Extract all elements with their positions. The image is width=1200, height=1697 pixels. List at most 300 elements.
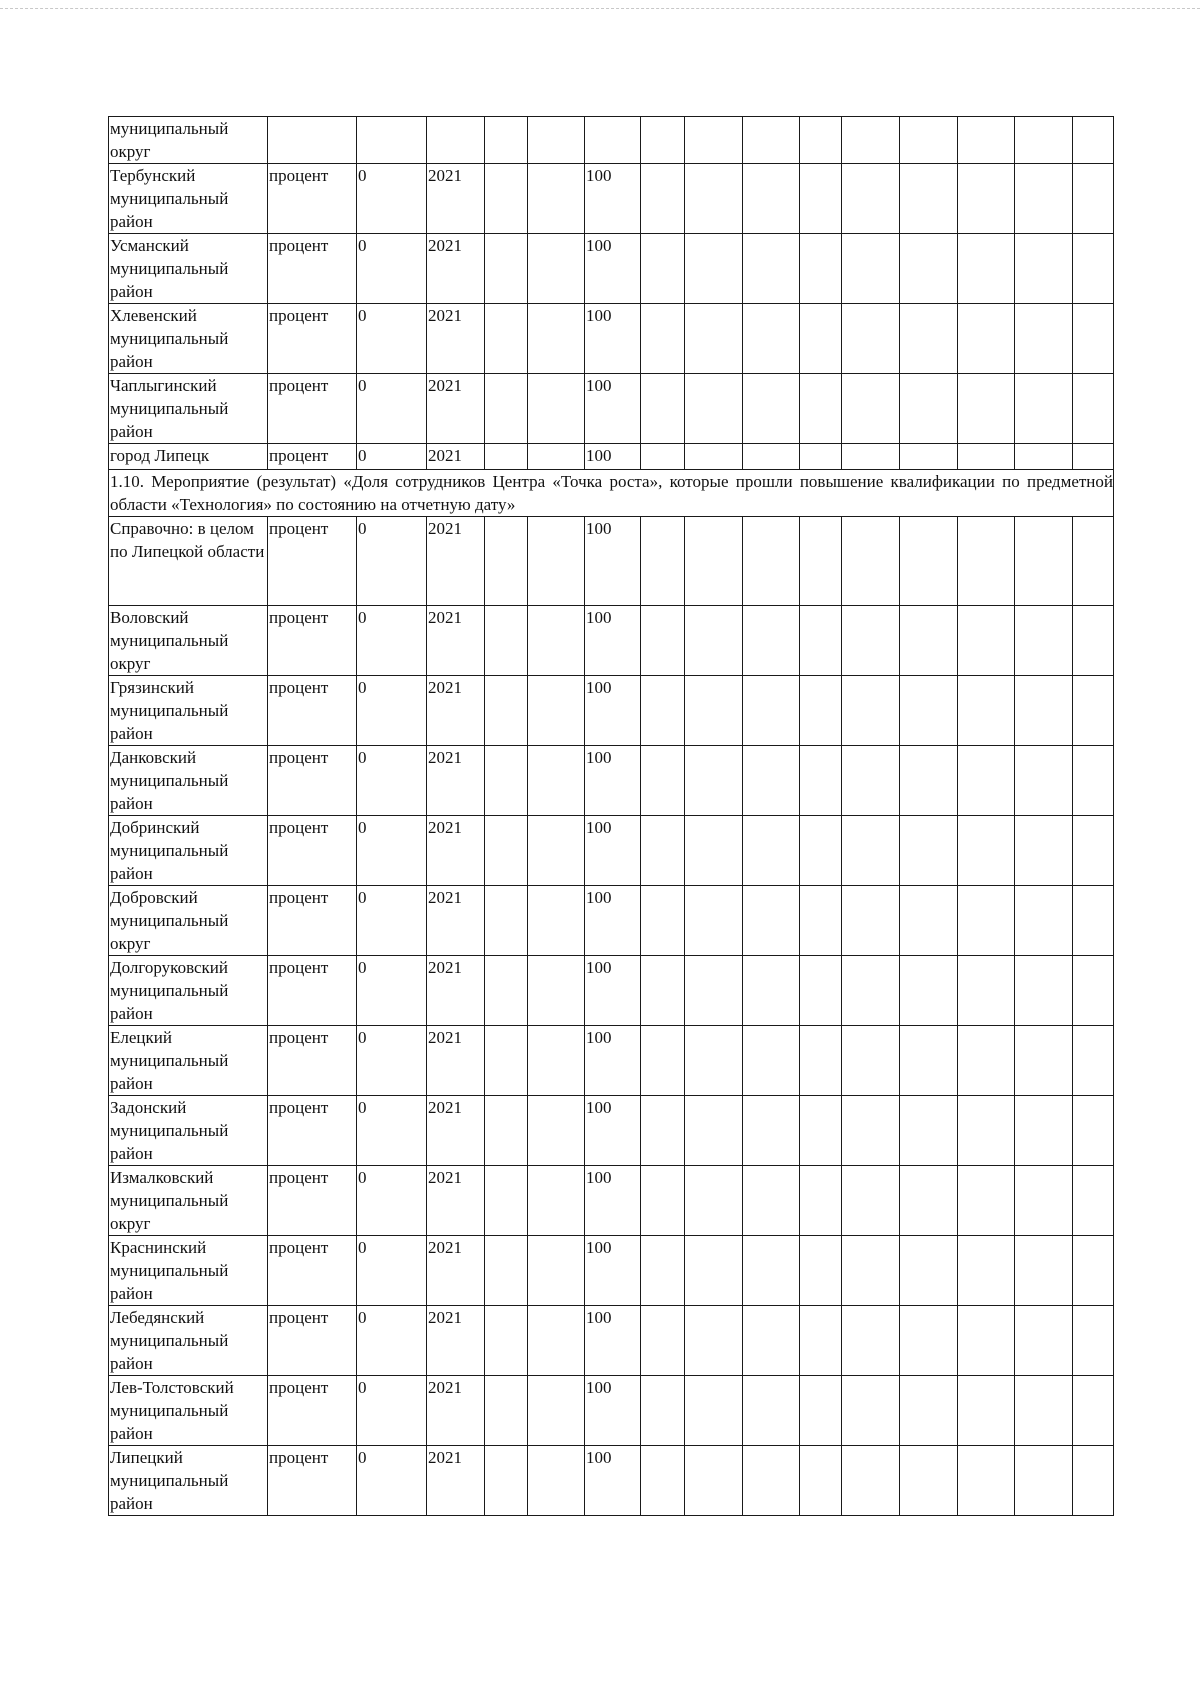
empty-cell <box>958 1236 1015 1306</box>
empty-cell <box>685 374 743 444</box>
empty-cell <box>1073 1236 1114 1306</box>
base-value-cell: 0 <box>357 374 427 444</box>
empty-cell <box>485 816 528 886</box>
row-name-cell: Задонский муниципальный район <box>109 1096 268 1166</box>
base-value-cell: 0 <box>357 517 427 606</box>
empty-cell <box>641 517 685 606</box>
empty-cell <box>900 444 958 470</box>
base-year-cell: 2021 <box>427 676 485 746</box>
empty-cell <box>743 1446 800 1516</box>
empty-cell <box>641 676 685 746</box>
empty-cell <box>842 117 900 164</box>
empty-cell <box>1073 517 1114 606</box>
empty-cell <box>528 1446 585 1516</box>
target-value-cell: 100 <box>585 1306 641 1376</box>
empty-cell <box>485 1446 528 1516</box>
empty-cell <box>958 517 1015 606</box>
empty-cell <box>800 1236 842 1306</box>
empty-cell <box>685 676 743 746</box>
empty-cell <box>641 1026 685 1096</box>
empty-cell <box>842 1446 900 1516</box>
empty-cell <box>1015 886 1073 956</box>
empty-cell <box>800 1096 842 1166</box>
empty-cell <box>800 517 842 606</box>
unit-cell: процент <box>268 1446 357 1516</box>
empty-cell <box>743 886 800 956</box>
empty-cell <box>485 886 528 956</box>
empty-cell <box>842 1096 900 1166</box>
target-value-cell: 100 <box>585 304 641 374</box>
empty-cell <box>900 816 958 886</box>
empty-cell <box>641 1376 685 1446</box>
empty-cell <box>528 1306 585 1376</box>
empty-cell <box>743 517 800 606</box>
empty-cell <box>641 886 685 956</box>
empty-cell <box>528 1236 585 1306</box>
empty-cell <box>641 1166 685 1236</box>
empty-cell <box>743 1166 800 1236</box>
empty-cell <box>743 164 800 234</box>
empty-cell <box>528 1096 585 1166</box>
base-year-cell: 2021 <box>427 606 485 676</box>
empty-cell <box>958 816 1015 886</box>
empty-cell <box>1073 676 1114 746</box>
target-value-cell: 100 <box>585 746 641 816</box>
empty-cell <box>528 304 585 374</box>
empty-cell <box>842 517 900 606</box>
empty-cell <box>685 517 743 606</box>
unit-cell: процент <box>268 1166 357 1236</box>
empty-cell <box>641 304 685 374</box>
row-name-cell: муниципальный округ <box>109 117 268 164</box>
row-name-cell: Усманский муниципальный район <box>109 234 268 304</box>
empty-cell <box>842 164 900 234</box>
empty-cell <box>800 1166 842 1236</box>
target-value-cell: 100 <box>585 816 641 886</box>
empty-cell <box>958 1306 1015 1376</box>
empty-cell <box>528 117 585 164</box>
empty-cell <box>743 1026 800 1096</box>
base-year-cell: 2021 <box>427 164 485 234</box>
row-name-cell: Лев-Толстовский муниципальный район <box>109 1376 268 1446</box>
empty-cell <box>958 886 1015 956</box>
table-row <box>109 304 1114 374</box>
empty-cell <box>641 1096 685 1166</box>
base-year-cell: 2021 <box>427 1096 485 1166</box>
table-row <box>109 517 1114 606</box>
empty-cell <box>842 816 900 886</box>
section-heading: 1.10. Мероприятие (результат) «Доля сотрудников Центра «Точка роста», которые прошли повышение квалификации по предметной области «Технология» по состоянию на отчетную дату» <box>109 470 1114 517</box>
empty-cell <box>685 1446 743 1516</box>
base-year-cell: 2021 <box>427 1446 485 1516</box>
empty-cell <box>528 606 585 676</box>
row-name-cell: город Липецк <box>109 444 268 470</box>
empty-cell <box>900 956 958 1026</box>
unit-cell: процент <box>268 1376 357 1446</box>
base-value-cell: 0 <box>357 444 427 470</box>
unit-cell: процент <box>268 1306 357 1376</box>
empty-cell <box>485 1306 528 1376</box>
empty-cell <box>485 1376 528 1446</box>
empty-cell <box>958 444 1015 470</box>
empty-cell <box>1015 606 1073 676</box>
empty-cell <box>1015 1166 1073 1236</box>
table-row <box>109 1026 1114 1096</box>
base-year-cell: 2021 <box>427 517 485 606</box>
empty-cell <box>900 164 958 234</box>
empty-cell <box>685 1026 743 1096</box>
empty-cell <box>842 1166 900 1236</box>
unit-cell: процент <box>268 886 357 956</box>
empty-cell <box>485 517 528 606</box>
unit-cell: процент <box>268 606 357 676</box>
empty-cell <box>1015 1306 1073 1376</box>
table-row <box>109 1376 1114 1446</box>
empty-cell <box>743 117 800 164</box>
unit-cell <box>268 117 357 164</box>
empty-cell <box>1073 746 1114 816</box>
row-name-cell: Чаплыгинский муниципальный район <box>109 374 268 444</box>
empty-cell <box>900 1236 958 1306</box>
base-year-cell: 2021 <box>427 444 485 470</box>
base-value-cell: 0 <box>357 1166 427 1236</box>
empty-cell <box>842 956 900 1026</box>
base-value-cell: 0 <box>357 886 427 956</box>
base-year-cell <box>427 117 485 164</box>
empty-cell <box>900 517 958 606</box>
row-name-cell: Добровский муниципальный округ <box>109 886 268 956</box>
unit-cell: процент <box>268 234 357 304</box>
empty-cell <box>1073 1306 1114 1376</box>
target-value-cell: 100 <box>585 606 641 676</box>
empty-cell <box>1073 956 1114 1026</box>
empty-cell <box>528 956 585 1026</box>
base-year-cell: 2021 <box>427 816 485 886</box>
empty-cell <box>528 517 585 606</box>
empty-cell <box>800 956 842 1026</box>
empty-cell <box>528 374 585 444</box>
empty-cell <box>485 676 528 746</box>
table-row <box>109 746 1114 816</box>
target-value-cell: 100 <box>585 234 641 304</box>
empty-cell <box>958 606 1015 676</box>
target-value-cell: 100 <box>585 374 641 444</box>
empty-cell <box>800 234 842 304</box>
empty-cell <box>1015 517 1073 606</box>
empty-cell <box>900 304 958 374</box>
empty-cell <box>528 1376 585 1446</box>
base-value-cell: 0 <box>357 1306 427 1376</box>
base-year-cell: 2021 <box>427 234 485 304</box>
section-row <box>109 470 1114 517</box>
base-value-cell: 0 <box>357 1236 427 1306</box>
empty-cell <box>743 374 800 444</box>
empty-cell <box>1073 1376 1114 1446</box>
empty-cell <box>743 746 800 816</box>
empty-cell <box>528 1166 585 1236</box>
row-name-cell: Хлевенский муниципальный район <box>109 304 268 374</box>
table-row <box>109 117 1114 164</box>
empty-cell <box>641 234 685 304</box>
unit-cell: процент <box>268 1236 357 1306</box>
empty-cell <box>1073 117 1114 164</box>
empty-cell <box>485 117 528 164</box>
empty-cell <box>1073 606 1114 676</box>
empty-cell <box>1015 676 1073 746</box>
empty-cell <box>743 606 800 676</box>
row-name-cell: Липецкий муниципальный район <box>109 1446 268 1516</box>
empty-cell <box>1015 444 1073 470</box>
base-year-cell: 2021 <box>427 1236 485 1306</box>
empty-cell <box>743 234 800 304</box>
empty-cell <box>958 1166 1015 1236</box>
unit-cell: процент <box>268 816 357 886</box>
empty-cell <box>685 234 743 304</box>
empty-cell <box>958 1096 1015 1166</box>
base-value-cell: 0 <box>357 746 427 816</box>
unit-cell: процент <box>268 517 357 606</box>
empty-cell <box>842 304 900 374</box>
empty-cell <box>842 234 900 304</box>
table-row <box>109 956 1114 1026</box>
empty-cell <box>842 886 900 956</box>
empty-cell <box>1073 1446 1114 1516</box>
row-name-cell: Справочно: в целом по Липецкой области <box>109 517 268 606</box>
empty-cell <box>743 956 800 1026</box>
empty-cell <box>485 444 528 470</box>
target-value-cell: 100 <box>585 1096 641 1166</box>
empty-cell <box>958 304 1015 374</box>
table-row <box>109 164 1114 234</box>
unit-cell: процент <box>268 444 357 470</box>
empty-cell <box>743 444 800 470</box>
base-value-cell: 0 <box>357 304 427 374</box>
target-value-cell: 100 <box>585 1376 641 1446</box>
table-row <box>109 374 1114 444</box>
empty-cell <box>800 164 842 234</box>
base-value-cell: 0 <box>357 1096 427 1166</box>
empty-cell <box>743 1376 800 1446</box>
row-name-cell: Лебедянский муниципальный район <box>109 1306 268 1376</box>
empty-cell <box>958 117 1015 164</box>
empty-cell <box>900 234 958 304</box>
unit-cell: процент <box>268 1026 357 1096</box>
table-row <box>109 816 1114 886</box>
empty-cell <box>842 1376 900 1446</box>
empty-cell <box>1073 1026 1114 1096</box>
empty-cell <box>485 304 528 374</box>
empty-cell <box>685 1236 743 1306</box>
empty-cell <box>1073 234 1114 304</box>
empty-cell <box>842 746 900 816</box>
empty-cell <box>842 1236 900 1306</box>
empty-cell <box>685 117 743 164</box>
table-row <box>109 234 1114 304</box>
empty-cell <box>641 1306 685 1376</box>
empty-cell <box>800 1306 842 1376</box>
empty-cell <box>1015 1446 1073 1516</box>
table-body-top <box>109 117 1114 470</box>
base-year-cell: 2021 <box>427 1306 485 1376</box>
empty-cell <box>900 1166 958 1236</box>
unit-cell: процент <box>268 676 357 746</box>
empty-cell <box>1073 816 1114 886</box>
empty-cell <box>528 1026 585 1096</box>
empty-cell <box>800 746 842 816</box>
unit-cell: процент <box>268 374 357 444</box>
empty-cell <box>1015 164 1073 234</box>
table-row <box>109 1446 1114 1516</box>
empty-cell <box>1015 374 1073 444</box>
empty-cell <box>958 746 1015 816</box>
empty-cell <box>528 164 585 234</box>
empty-cell <box>641 606 685 676</box>
table-row <box>109 1306 1114 1376</box>
empty-cell <box>641 816 685 886</box>
empty-cell <box>958 164 1015 234</box>
empty-cell <box>900 606 958 676</box>
empty-cell <box>485 606 528 676</box>
base-value-cell: 0 <box>357 1026 427 1096</box>
empty-cell <box>743 1306 800 1376</box>
target-value-cell: 100 <box>585 676 641 746</box>
table-row <box>109 676 1114 746</box>
unit-cell: процент <box>268 956 357 1026</box>
table-row <box>109 444 1114 470</box>
empty-cell <box>685 444 743 470</box>
row-name-cell: Воловский муниципальный округ <box>109 606 268 676</box>
target-value-cell <box>585 117 641 164</box>
empty-cell <box>800 1376 842 1446</box>
empty-cell <box>900 1096 958 1166</box>
empty-cell <box>641 746 685 816</box>
row-name-cell: Долгоруковский муниципальный район <box>109 956 268 1026</box>
empty-cell <box>1015 1236 1073 1306</box>
target-value-cell: 100 <box>585 1026 641 1096</box>
empty-cell <box>685 304 743 374</box>
empty-cell <box>842 1026 900 1096</box>
empty-cell <box>1073 374 1114 444</box>
empty-cell <box>485 956 528 1026</box>
empty-cell <box>528 444 585 470</box>
row-name-cell: Грязинский муниципальный район <box>109 676 268 746</box>
unit-cell: процент <box>268 1096 357 1166</box>
empty-cell <box>900 886 958 956</box>
table-row <box>109 1166 1114 1236</box>
empty-cell <box>1015 816 1073 886</box>
target-value-cell: 100 <box>585 1446 641 1516</box>
unit-cell: процент <box>268 746 357 816</box>
empty-cell <box>485 1236 528 1306</box>
base-value-cell: 0 <box>357 956 427 1026</box>
empty-cell <box>900 1446 958 1516</box>
empty-cell <box>842 444 900 470</box>
empty-cell <box>528 676 585 746</box>
empty-cell <box>743 304 800 374</box>
base-value-cell: 0 <box>357 606 427 676</box>
base-value-cell: 0 <box>357 676 427 746</box>
empty-cell <box>485 234 528 304</box>
row-name-cell: Тербунский муниципальный район <box>109 164 268 234</box>
empty-cell <box>1015 1376 1073 1446</box>
empty-cell <box>685 1166 743 1236</box>
empty-cell <box>1073 1096 1114 1166</box>
table-row <box>109 886 1114 956</box>
empty-cell <box>528 816 585 886</box>
empty-cell <box>958 1026 1015 1096</box>
empty-cell <box>900 1306 958 1376</box>
empty-cell <box>485 164 528 234</box>
empty-cell <box>900 746 958 816</box>
empty-cell <box>685 1096 743 1166</box>
empty-cell <box>800 1026 842 1096</box>
empty-cell <box>641 444 685 470</box>
empty-cell <box>800 304 842 374</box>
row-name-cell: Елецкий муниципальный район <box>109 1026 268 1096</box>
base-year-cell: 2021 <box>427 746 485 816</box>
empty-cell <box>685 606 743 676</box>
empty-cell <box>1015 117 1073 164</box>
empty-cell <box>685 886 743 956</box>
base-year-cell: 2021 <box>427 1026 485 1096</box>
page-top-rule <box>0 8 1200 9</box>
empty-cell <box>1015 1096 1073 1166</box>
empty-cell <box>1015 304 1073 374</box>
table-body-bottom <box>109 517 1114 1516</box>
empty-cell <box>958 1376 1015 1446</box>
base-value-cell: 0 <box>357 1446 427 1516</box>
empty-cell <box>685 816 743 886</box>
base-year-cell: 2021 <box>427 1376 485 1446</box>
row-name-cell: Измалковский муниципальный округ <box>109 1166 268 1236</box>
empty-cell <box>641 164 685 234</box>
empty-cell <box>800 676 842 746</box>
target-value-cell: 100 <box>585 164 641 234</box>
target-value-cell: 100 <box>585 444 641 470</box>
empty-cell <box>1073 444 1114 470</box>
row-name-cell: Краснинский муниципальный район <box>109 1236 268 1306</box>
empty-cell <box>958 234 1015 304</box>
target-value-cell: 100 <box>585 956 641 1026</box>
empty-cell <box>743 676 800 746</box>
base-value-cell: 0 <box>357 164 427 234</box>
empty-cell <box>485 1026 528 1096</box>
base-value-cell: 0 <box>357 234 427 304</box>
empty-cell <box>842 606 900 676</box>
row-name-cell: Добринский муниципальный район <box>109 816 268 886</box>
indicator-table <box>108 116 1114 1516</box>
empty-cell <box>800 1446 842 1516</box>
base-value-cell: 0 <box>357 816 427 886</box>
target-value-cell: 100 <box>585 886 641 956</box>
empty-cell <box>685 746 743 816</box>
empty-cell <box>1015 234 1073 304</box>
base-year-cell: 2021 <box>427 886 485 956</box>
empty-cell <box>1073 1166 1114 1236</box>
section-heading-body <box>109 470 1114 517</box>
empty-cell <box>900 117 958 164</box>
empty-cell <box>485 374 528 444</box>
empty-cell <box>800 374 842 444</box>
empty-cell <box>1015 956 1073 1026</box>
empty-cell <box>641 374 685 444</box>
table-row <box>109 1236 1114 1306</box>
empty-cell <box>800 444 842 470</box>
empty-cell <box>958 676 1015 746</box>
empty-cell <box>685 1306 743 1376</box>
empty-cell <box>900 1026 958 1096</box>
empty-cell <box>641 1446 685 1516</box>
